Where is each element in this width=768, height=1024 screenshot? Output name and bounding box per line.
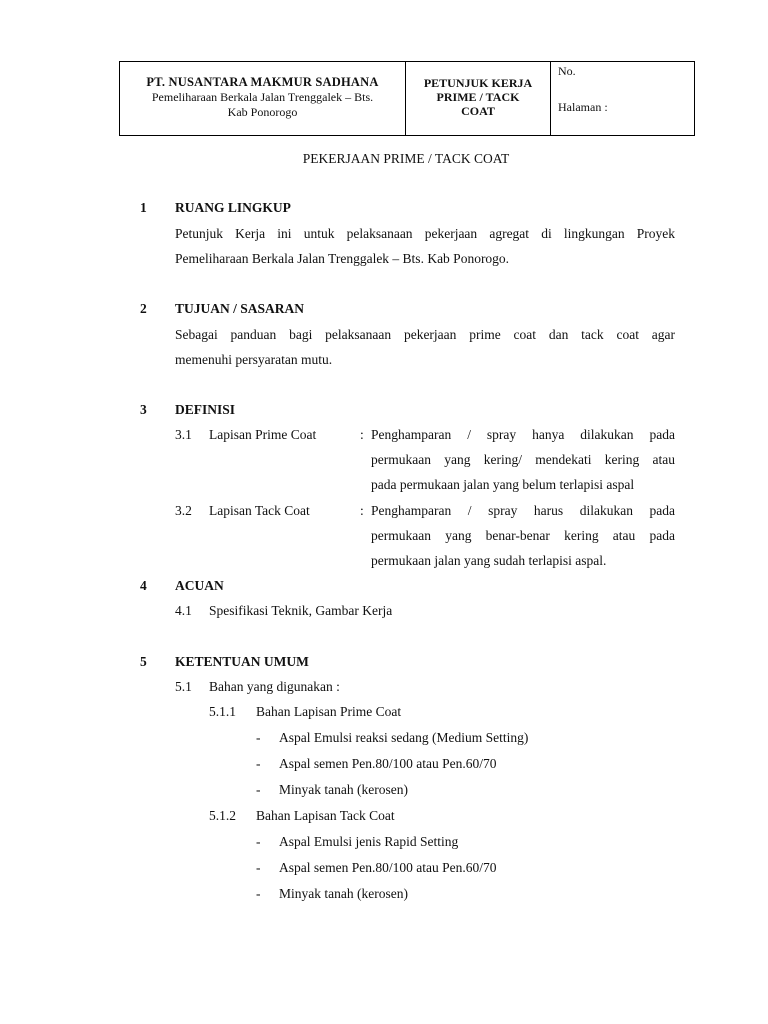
section-3-number: 3 — [140, 402, 147, 417]
document-header-table — [119, 61, 695, 136]
prime-coat-heading: Bahan Lapisan Prime Coat — [256, 704, 402, 719]
section-4-number: 4 — [140, 578, 147, 593]
doc-type-line3: COAT — [461, 104, 495, 118]
definition-1-term: Lapisan Prime Coat — [209, 427, 317, 442]
doc-type-cell — [406, 62, 551, 135]
definition-1-colon: : — [360, 427, 364, 442]
section-1-line1: Petunjuk Kerja ini untuk pelaksanaan pekerjaan agregat di lingkungan Proyek — [175, 226, 675, 241]
document-title: PEKERJAAN PRIME / TACK COAT — [302, 151, 510, 166]
section-1-line2: Pemeliharaan Berkala Jalan Trenggalek – Bts. Kab Ponorogo. — [175, 251, 510, 266]
tack-coat-heading: Bahan Lapisan Tack Coat — [256, 808, 395, 823]
list-bullet: - — [256, 860, 261, 875]
tack-coat-number: 5.1.2 — [209, 808, 236, 823]
definition-2-number: 3.2 — [175, 503, 192, 518]
section-1-number: 1 — [140, 200, 147, 215]
project-name-line1: Pemeliharaan Berkala Jalan Trenggalek – Bts. — [151, 90, 374, 104]
list-bullet: - — [256, 782, 261, 797]
list-bullet: - — [256, 886, 261, 901]
list-bullet: - — [256, 730, 261, 745]
doc-number-label: No. — [558, 64, 576, 78]
definition-1-line1: Penghamparan / spray hanya dilakukan pada — [371, 427, 675, 442]
prime-coat-item: Aspal semen Pen.80/100 atau Pen.60/70 — [279, 756, 497, 771]
reference-item-number: 4.1 — [175, 603, 192, 618]
prime-coat-number: 5.1.1 — [209, 704, 236, 719]
prime-coat-item: Aspal Emulsi reaksi sedang (Medium Setting) — [279, 730, 529, 745]
list-bullet: - — [256, 756, 261, 771]
company-cell — [120, 62, 406, 135]
section-2-line1: Sebagai panduan bagi pelaksanaan pekerjaan prime coat dan tack coat agar — [175, 327, 675, 342]
company-name: PT. NUSANTARA MAKMUR SADHANA — [146, 75, 379, 89]
subsection-5-1-text: Bahan yang digunakan : — [209, 679, 340, 694]
tack-coat-item: Minyak tanah (kerosen) — [279, 886, 408, 901]
tack-coat-item: Aspal semen Pen.80/100 atau Pen.60/70 — [279, 860, 497, 875]
list-bullet: - — [256, 834, 261, 849]
section-1-heading: RUANG LINGKUP — [175, 200, 291, 215]
section-2-number: 2 — [140, 301, 147, 316]
doc-type-line2: PRIME / TACK — [436, 90, 520, 104]
section-3-heading: DEFINISI — [175, 402, 236, 417]
section-4-heading: ACUAN — [175, 578, 224, 593]
definition-1-number: 3.1 — [175, 427, 192, 442]
reference-item-text: Spesifikasi Teknik, Gambar Kerja — [209, 603, 393, 618]
definition-1-line3: pada permukaan jalan yang belum terlapisi aspal — [371, 477, 635, 492]
page-number-label: Halaman : — [558, 100, 608, 114]
prime-coat-item: Minyak tanah (kerosen) — [279, 782, 408, 797]
definition-2-line1: Penghamparan / spray harus dilakukan pada — [371, 503, 675, 518]
section-2-line2: memenuhi persyaratan mutu. — [175, 352, 333, 367]
definition-1-line2: permukaan yang kering/ mendekati kering atau — [371, 452, 675, 467]
section-5-number: 5 — [140, 654, 147, 669]
section-2-heading: TUJUAN / SASARAN — [175, 301, 305, 316]
section-5-heading: KETENTUAN UMUM — [175, 654, 309, 669]
definition-2-colon: : — [360, 503, 364, 518]
doc-number-cell — [551, 62, 694, 135]
subsection-5-1-number: 5.1 — [175, 679, 192, 694]
definition-2-line2: permukaan yang benar-benar kering atau pada — [371, 528, 675, 543]
project-name-line2: Kab Ponorogo — [227, 105, 298, 119]
tack-coat-item: Aspal Emulsi jenis Rapid Setting — [279, 834, 459, 849]
definition-2-term: Lapisan Tack Coat — [209, 503, 310, 518]
definition-2-line3: permukaan jalan yang sudah terlapisi aspal. — [371, 553, 607, 568]
doc-type-line1: PETUNJUK KERJA — [423, 76, 533, 90]
